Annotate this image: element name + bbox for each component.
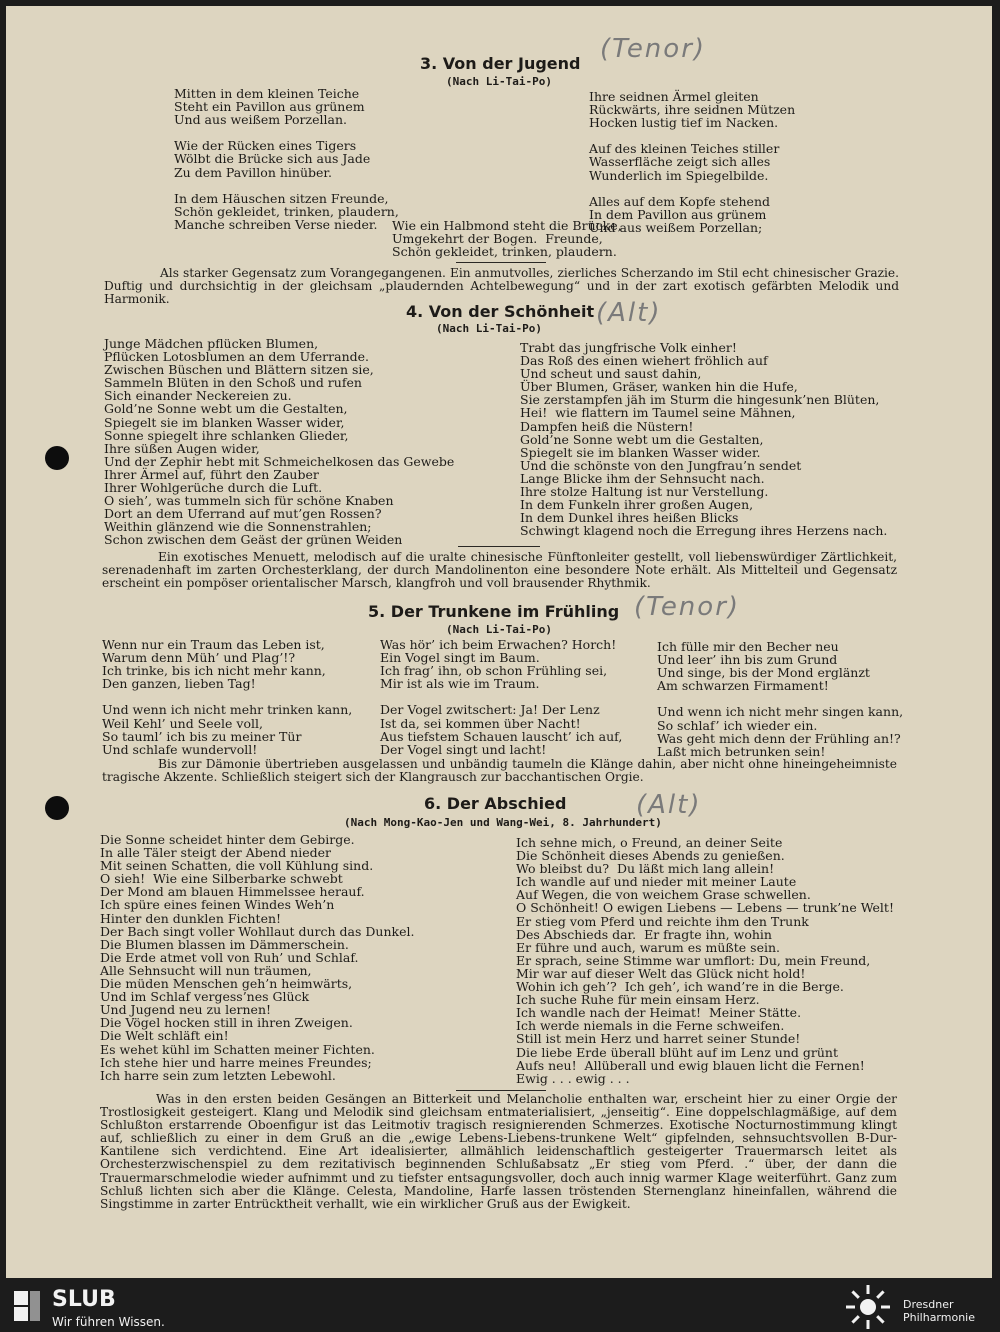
section-6-verse-right: Ich sehne mich, o Freund, an deiner Seite Die Schönheit dieses Abends zu genießen. Wo bleibst du? Du läßt mich lang allein! Ich wandle auf und nieder mit meiner Laute Auf Wegen, die von weichem Grase schwellen. O Schönheit! O ewigen Liebens — Lebens — trunk’ne Welt! Er stieg vom Pferd und reichte ihm den Trunk Des Abschieds dar. Er fragte ihn, wohin Er führe und auch, warum es müßte sein. Er sprach, seine Stimme war umflort: Du, mein Freund, Mir war auf dieser Welt das Glück nicht hold! Wohin ich geh’? Ich geh’, ich wand’re in die Berge. Ich suche Ruhe für mein einsam Herz. Ich wandle nach der Heimat! Meiner Stätte. Ich werde niemals in die Ferne schweifen. Still ist mein Herz und harret seiner Stunde! Die liebe Erde überall blüht auf im Lenz und grünt Aufs neu! Allüberall und ewig blauen licht die Fernen! Ewig . . . ewig . . . — [516, 835, 894, 1086]
document-page — [6, 6, 992, 1278]
section-6-title: 6. Der Abschied — [424, 794, 567, 813]
section-5-commentary: Bis zur Dämonie übertrieben ausgelassen und unbändig taumeln die Klänge dahin, aber nicht ohne hineingeheimniste tragische Akzente. Schließlich steigert sich der Klangrausch zur bacchantischen Orgie. — [102, 757, 897, 785]
section-4-source: (Nach Li-Tai-Po) — [436, 322, 542, 335]
section-5-col-1: Wenn nur ein Traum das Leben ist, Warum denn Müh’ und Plag’!? Ich trinke, bis ich nicht mehr kann, Den ganzen, lieben Tag! Und wenn ich nicht mehr trinken kann, Weil Kehl’ und Seele voll, So tauml’ ich bis zu meiner Tür Und schlafe wundervoll! — [102, 637, 353, 757]
section-6-commentary: Was in den ersten beiden Gesängen an Bitterkeit und Melancholie enthalten war, erscheint hier zu einer Orgie der Trostlosigkeit gesteigert. Klang und Melodik sind gleichsam entmaterialisiert, „jenseitig“. Eine doppelschlagmäßige, auf dem Schlußton erstarrende Oboenfigur ist das Leitmotiv tragisch resignierenden Schmerzes. Exotische Nocturnostimmung klingt auf, schließlich zu einer in dem Gruß an die „ewige Lebens-Liebens-trunkene Welt“ gipfelnden, sehnsuchtsvollen B-Dur-Kantilene sich verdichtend. Eine Art idealisierter, allmählich leidenschaftlich gesteigerter Trauermarsch leitet als Orchesterzwischenspiel zu dem rezitativisch beginnenden Schlußabsatz „Er stieg vom Pferd. .“ über, der dann die Trauermarschmelodie wieder aufnimmt und zu tiefster entsagungsvoller, doch auch innig warmer Klage weiterführt. Ganz zum Schluß lichten sich aber die Klänge. Celesta, Mandoline, Harfe lassen tröstenden Sternenglanz hineinfallen, während die Singstimme in zarter Entrücktheit verhallt, wie ein wirklicher Gruß aus der Ewigkeit. — [100, 1092, 897, 1211]
section-3-verse-center: Wie ein Halbmond steht die Brücke, Umgekehrt der Bogen. Freunde, Schön gekleidet, trinken, plaudern. — [392, 218, 622, 260]
section-3-title: 3. Von der Jugend — [420, 54, 581, 73]
section-5-title: 5. Der Trunkene im Frühling — [368, 602, 620, 621]
section-3-verse-left: Mitten in dem kleinen Teiche Steht ein Pavillon aus grünem Und aus weißem Porzellan. Wie der Rücken eines Tigers Wölbt die Brücke sich aus Jade Zu dem Pavillon hinüber. In dem Häuschen sitzen Freunde, Schön gekleidet, trinken, plaudern, Manche schreiben Verse nieder. — [174, 86, 399, 232]
footer-bar — [0, 1282, 1000, 1332]
section-5-annotation: (Tenor) — [634, 592, 741, 622]
section-4-verse-left: Junge Mädchen pflücken Blumen, Pflücken Lotosblumen an dem Uferrande. Zwischen Büschen und Blättern sitzen sie, Sammeln Blüten in den Schoß und rufen Sich einander Neckereien zu. Gold’ne Sonne webt um die Gestalten, Spiegelt sie im blanken Wasser wider, Sonne spiegelt ihre schlanken Glieder, Ihre süßen Augen wider, Und der Zephir hebt mit Schmeichelkosen das Gewebe Ihrer Ärmel auf, führt den Zauber Ihrer Wohlgerüche durch die Luft. O sieh’, was tummeln sich für schöne Knaben Dort an dem Uferrand auf mut’gen Rossen? Weithin glänzend wie die Sonnenstrahlen; Schon zwischen dem Geäst der grünen Weiden — [104, 336, 455, 548]
section-4-verse-right: Trabt das jungfrische Volk einher! Das Roß des einen wiehert fröhlich auf Und scheut und saust dahin, Über Blumen, Gräser, wanken hin die Hufe, Sie zerstampfen jäh im Sturm die hingesunk’nen Blüten, Hei! wie flattern im Taumel seine Mähnen, Dampfen heiß die Nüstern! Gold’ne Sonne webt um die Gestalten, Spiegelt sie im blanken Wasser wider. Und die schönste von den Jungfrau’n sendet Lange Blicke ihm der Sehnsucht nach. Ihre stolze Haltung ist nur Verstellung. In dem Funkeln ihrer großen Augen, In dem Dunkel ihres heißen Blicks Schwingt klagend noch die Erregung ihres Herzens nach. — [520, 340, 888, 539]
section-3-source: (Nach Li-Tai-Po) — [446, 75, 552, 88]
section-5-source: (Nach Li-Tai-Po) — [446, 623, 552, 636]
slub-logo-icon — [12, 1289, 42, 1323]
section-4-title: 4. Von der Schönheit — [406, 302, 595, 321]
punch-hole-lower — [45, 796, 69, 820]
philharmonie-logo-icon — [842, 1283, 894, 1331]
section-3-annotation: (Tenor) — [600, 34, 707, 64]
section-5-col-2: Was hör’ ich beim Erwachen? Horch! Ein Vogel singt im Baum. Ich frag’ ihn, ob schon Frühling sei, Mir ist als wie im Traum. Der Vogel zwitschert: Ja! Der Lenz Ist da, sei kommen über Nacht! Aus tiefstem Schauen lauscht’ ich auf, Der Vogel singt und lacht! — [380, 637, 623, 757]
section-6-verse-left: Die Sonne scheidet hinter dem Gebirge. In alle Täler steigt der Abend nieder Mit seinen Schatten, die voll Kühlung sind. O sieh! Wie eine Silberbarke schwebt Der Mond am blauen Himmelssee herauf. Ich spüre eines feinen Windes Weh’n Hinter den dunklen Fichten! Der Bach singt voller Wohllaut durch das Dunkel. Die Blumen blassen im Dämmerschein. Die Erde atmet voll von Ruh’ und Schlaf. Alle Sehnsucht will nun träumen, Die müden Menschen geh’n heimwärts, Und im Schlaf vergess’nes Glück Und Jugend neu zu lernen! Die Vögel hocken still in ihren Zweigen. Die Welt schläft ein! Es wehet kühl im Schatten meiner Fichten. Ich stehe hier und harre meines Freundes; Ich harre sein zum letzten Lebewohl. — [100, 832, 415, 1083]
section-3-commentary: Als starker Gegensatz zum Vorangegangenen. Ein anmutvolles, zierliches Scherzando im Stil echt chinesischer Grazie. Duftig und durchsichtig in der gleichsam „plaudernden Achtelbewegung“ und in der zart exotisch gefärbten Melodik und Harmonik. — [104, 266, 899, 307]
section-6-annotation: (Alt) — [636, 790, 702, 820]
section-6-source: (Nach Mong-Kao-Jen und Wang-Wei, 8. Jahrhundert) — [344, 816, 662, 829]
punch-hole-upper — [45, 446, 69, 470]
partner-name-line-1: Dresdner — [903, 1298, 954, 1311]
section-4-annotation: (Alt) — [596, 298, 662, 328]
library-name: SLUB — [52, 1287, 116, 1312]
section-4-commentary: Ein exotisches Menuett, melodisch auf die uralte chinesische Fünftonleiter gestellt, voll liebenswürdiger Zärtlichkeit, serenadenhaft im zarten Orchesterklang, der durch Mandolinenton eine besondere Note erhält. Als Mittelteil und Gegensatz erscheint ein pompöser orientalischer Marsch, klangfroh und voll brausender Rhythmik. — [102, 550, 897, 591]
section-5-col-3: Ich fülle mir den Becher neu Und leer’ ihn bis zum Grund Und singe, bis der Mond erglänzt Am schwarzen Firmament! Und wenn ich nicht mehr singen kann, So schlaf’ ich wieder ein. Was geht mich denn der Frühling an!? Laßt mich betrunken sein! — [657, 639, 904, 759]
library-tagline: Wir führen Wissen. — [52, 1315, 165, 1329]
section-3-divider — [456, 262, 546, 263]
partner-name-line-2: Philharmonie — [903, 1311, 975, 1324]
section-6-divider — [456, 1090, 546, 1091]
section-3-verse-right: Ihre seidnen Ärmel gleiten Rückwärts, ihre seidnen Mützen Hocken lustig tief im Nacken. Auf des kleinen Teiches stiller Wasserfläche zeigt sich alles Wunderlich im Spiegelbilde. Alles auf dem Kopfe stehend In dem Pavillon aus grünem Und aus weißem Porzellan; — [589, 89, 796, 235]
section-4-divider — [458, 546, 540, 547]
